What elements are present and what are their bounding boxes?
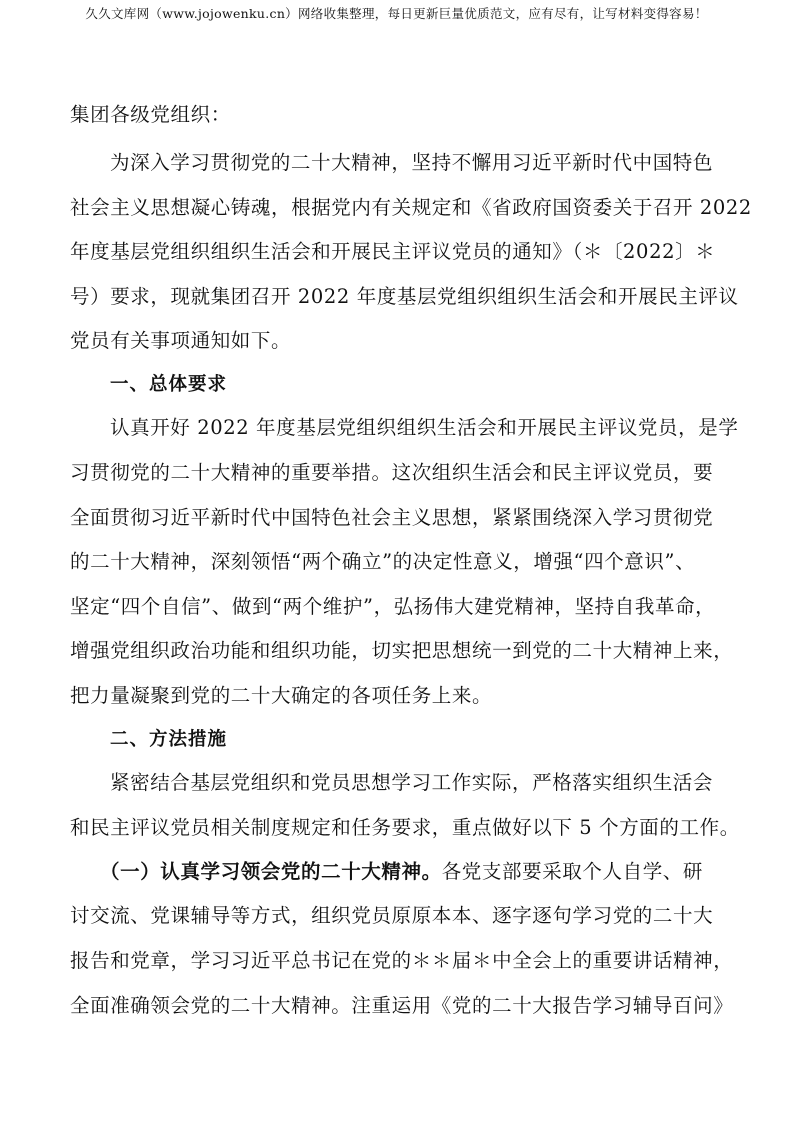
paragraph-line: 全面贯彻习近平新时代中国特色社会主义思想，紧紧围绕深入学习贯彻党 [70,506,714,529]
paragraph-line: 号）要求，现就集团召开 2022 年度基层党组织组织生活会和开展民主评议 [70,285,739,308]
section-heading-2: 二、方法措施 [110,729,228,750]
paragraph-line: 认真开好 2022 年度基层党组织组织生活会和开展民主评议党员，是学 [110,416,739,439]
paragraph-line: 报告和党章，学习习近平总书记在党的＊＊届＊中全会上的重要讲话精神， [70,949,734,972]
paragraph-line: 社会主义思想凝心铸魂，根据党内有关规定和《省政府国资委关于召开 2022 [70,196,752,219]
paragraph-line: 为深入学习贯彻党的二十大精神，坚持不懈用习近平新时代中国特色 [110,151,714,174]
salutation: 集团各级党组织： [70,103,231,126]
paragraph-line: 党员有关事项通知如下。 [70,329,292,352]
section-heading-1: 一、总体要求 [110,374,228,395]
paragraph-line: 坚定“四个自信”、做到“两个维护”，弘扬伟大建党精神，坚持自我革命， [70,595,716,618]
paragraph-line: 和民主评议党员相关制度规定和任务要求，重点做好以下 5 个方面的工作。 [70,816,740,839]
paragraph-line: 把力量凝聚到党的二十大确定的各项任务上来。 [70,684,493,707]
paragraph-line: 增强党组织政治功能和组织功能，切实把思想统一到党的二十大精神上来， [70,639,734,662]
paragraph-line: 习贯彻党的二十大精神的重要举措。这次组织生活会和民主评议党员，要 [70,461,714,484]
paragraph-line: 的二十大精神，深刻领悟“两个确立”的决定性意义，增强“四个意识”、 [70,550,696,573]
paragraph-text: 各党支部要采取个人自学、研 [441,860,704,883]
page-header-banner: 久久文库网（www.jojowenku.cn）网络收集整理，每日更新巨量优质范文，应有尽有，让写材料变得容易！ [85,6,708,21]
subsection-lead-1: （一）认真学习领会党的二十大精神。 [100,860,442,883]
paragraph-line: 讨交流、党课辅导等方式，组织党员原原本本、逐字逐句学习党的二十大 [70,904,714,927]
paragraph-line: 年度基层党组织组织生活会和开展民主评议党员的通知》（＊〔2022〕＊ [70,240,716,263]
paragraph-line [100,860,703,884]
paragraph-line: 全面准确领会党的二十大精神。注重运用《党的二十大报告学习辅导百问》 [70,994,734,1017]
paragraph-line: 紧密结合基层党组织和党员思想学习工作实际，严格落实组织生活会 [110,771,714,794]
